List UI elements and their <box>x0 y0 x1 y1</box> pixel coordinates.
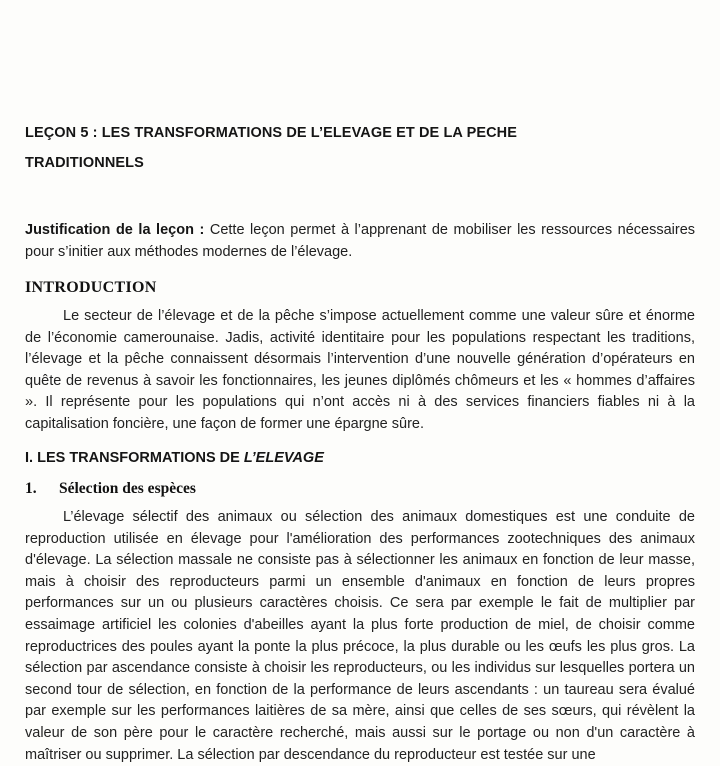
subsection-1-title: Sélection des espèces <box>59 480 196 498</box>
justification-text: Cette leçon permet à l’apprenant de mobiliser les ressources nécessaires pour s’initier aux méthodes modernes de l’élevage. <box>25 222 696 260</box>
lesson-title-line-2: TRADITIONNELS <box>25 155 144 171</box>
lesson-title-line-1: LEÇON 5 : LES TRANSFORMATIONS DE L’ELEVAGE ET DE LA PECHE <box>25 125 518 141</box>
section-1-paragraph: L’élevage sélectif des animaux ou sélection des animaux domestiques est une conduite de reproduction utilisée en élevage pour l'amélioration des performances zootechniques des animaux d'élevage. La sélection massale ne consiste pas à sélectionner les animaux en fonction de leur masse, mais à choisir des reproducteurs parmi un ensemble d'animaux en fonction de leurs propres performances sur un ou plusieurs caractères choisis. Ce sera par exemple le fait de multiplier par essaimage artificiel les colonies d'abeilles ayant la plus forte production de miel, de choisir comme reproductrices des poules ayant la ponte la plus précoce, la plus durable ou les œufs les plus gros. La sélection par ascendance consiste à choisir les reproducteurs, ou les individus sur lesquelles portera un second tour de sélection, en fonction de la performance de leurs ascendants : un taureau sera évalué par exemple sur les performances laitières de sa mère, ainsi que celles de ses sœurs, qui révèlent la valeur de son père pour le caractère recherché, mais aussi sur le portage ou non d'un caractère à maîtriser ou supprimer. La sélection par descendance du reproducteur est testée sur une <box>25 509 695 763</box>
section-1-heading-prefix: I. LES TRANSFORMATIONS DE <box>25 450 244 467</box>
justification-label: Justification de la leçon : <box>25 222 205 238</box>
section-1-heading <box>25 450 695 466</box>
subsection-1-heading <box>25 480 695 498</box>
section-1-heading-italic: L’ELEVAGE <box>243 450 324 467</box>
introduction-paragraph: Le secteur de l’élevage et de la pêche s’impose actuellement comme une valeur sûre et énorme de l’économie camerounaise. Jadis, activité identitaire pour les populations respectant les traditions, l’élevage et la pêche connaissent désormais l’intervention d’une nouvelle génération d’opérateurs en quête de revenus à savoir les fonctionnaires, les jeunes diplômés chômeurs et les « hommes d’affaires ». Il représente pour les populations qui n’ont accès ni à des services financiers fiables ni à la capitalisation foncière, une façon de former une épargne sûre. <box>25 308 695 432</box>
subsection-1-number: 1. <box>25 480 37 498</box>
lesson-justification <box>25 220 695 263</box>
introduction-heading: INTRODUCTION <box>25 279 157 296</box>
